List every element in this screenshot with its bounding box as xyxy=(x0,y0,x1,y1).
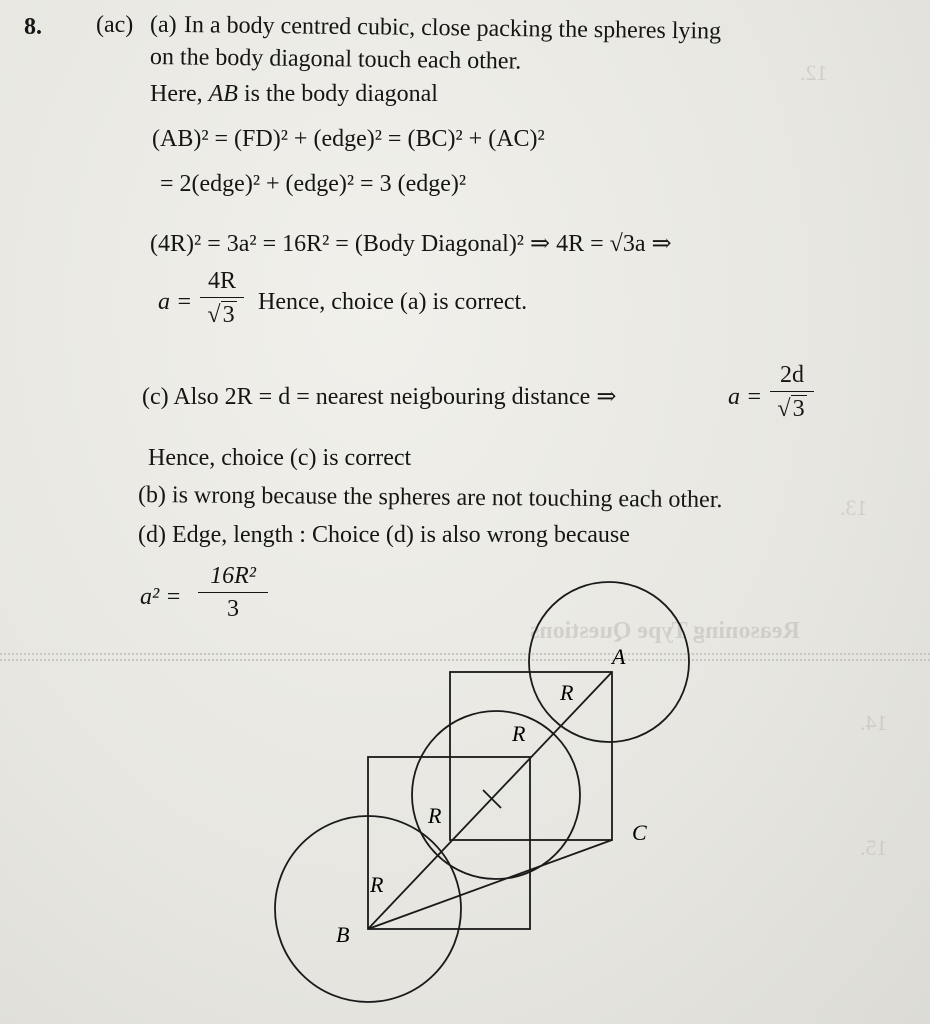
sphere-top xyxy=(529,582,689,742)
result-a-denominator: √3 xyxy=(207,302,235,328)
bleed-heading: Reasoning Type Questions xyxy=(530,618,800,644)
equation-2: = 2(edge)² + (edge)² = 3 (edge)² xyxy=(160,171,467,197)
diagonal-BC xyxy=(368,840,612,929)
result-a-numerator: 4R xyxy=(207,268,236,294)
here-suffix: is the body diagonal xyxy=(237,81,438,107)
result-c-denominator: √3 xyxy=(777,396,805,422)
here-prefix: Here, xyxy=(150,81,209,107)
part-a-conclusion: Hence, choice (a) is correct. xyxy=(258,289,528,315)
radius-label-4: R xyxy=(370,872,384,897)
result-c-var: a = xyxy=(728,384,763,410)
answer-key: (ac) xyxy=(96,12,134,38)
radius-label-3: R xyxy=(428,803,442,828)
result-d-denominator: 3 xyxy=(227,596,239,622)
part-d-text: (d) Edge, length : Choice (d) is also wrong because xyxy=(138,522,630,548)
part-c-label: (c) xyxy=(142,384,169,410)
result-c-numerator: 2d xyxy=(780,362,804,388)
part-b-text: (b) is wrong because the spheres are not touching each other. xyxy=(137,482,723,514)
sqrt-radicand: 3 xyxy=(222,302,235,328)
part-a-intro-line1: In a body centred cubic, close packing the spheres lying xyxy=(183,12,722,45)
point-label-C: C xyxy=(632,820,647,845)
radius-label-1: R xyxy=(560,680,574,705)
radius-label-2: R xyxy=(512,721,526,746)
bleed-number: 13. xyxy=(840,495,868,520)
equation-1: (AB)² = (FD)² + (edge)² = (BC)² + (AC)² xyxy=(152,126,545,152)
bleed-number: 12. xyxy=(800,60,828,85)
part-a-intro-line2: on the body diagonal touch each other. xyxy=(149,44,522,75)
part-c-text: Also 2R = d = nearest neigbouring distance ⇒ xyxy=(173,384,617,410)
part-c-conclusion: Hence, choice (c) is correct xyxy=(148,445,412,471)
equation-3: (4R)² = 3a² = 16R² = (Body Diagonal)² ⇒ 4R = √3a ⇒ xyxy=(150,231,672,257)
question-number: 8. xyxy=(24,14,42,40)
result-d-var: a² = xyxy=(140,584,182,610)
point-label-A: A xyxy=(612,644,626,669)
result-d-numerator: 16R² xyxy=(210,563,256,589)
point-label-B: B xyxy=(336,922,350,947)
bleed-number: 15. xyxy=(860,835,888,860)
bleed-number: 14. xyxy=(860,710,888,735)
here-variable: AB xyxy=(208,81,238,107)
sqrt-radicand: 3 xyxy=(792,396,805,422)
result-a-var: a = xyxy=(158,289,193,315)
part-a-label: (a) xyxy=(150,12,177,38)
